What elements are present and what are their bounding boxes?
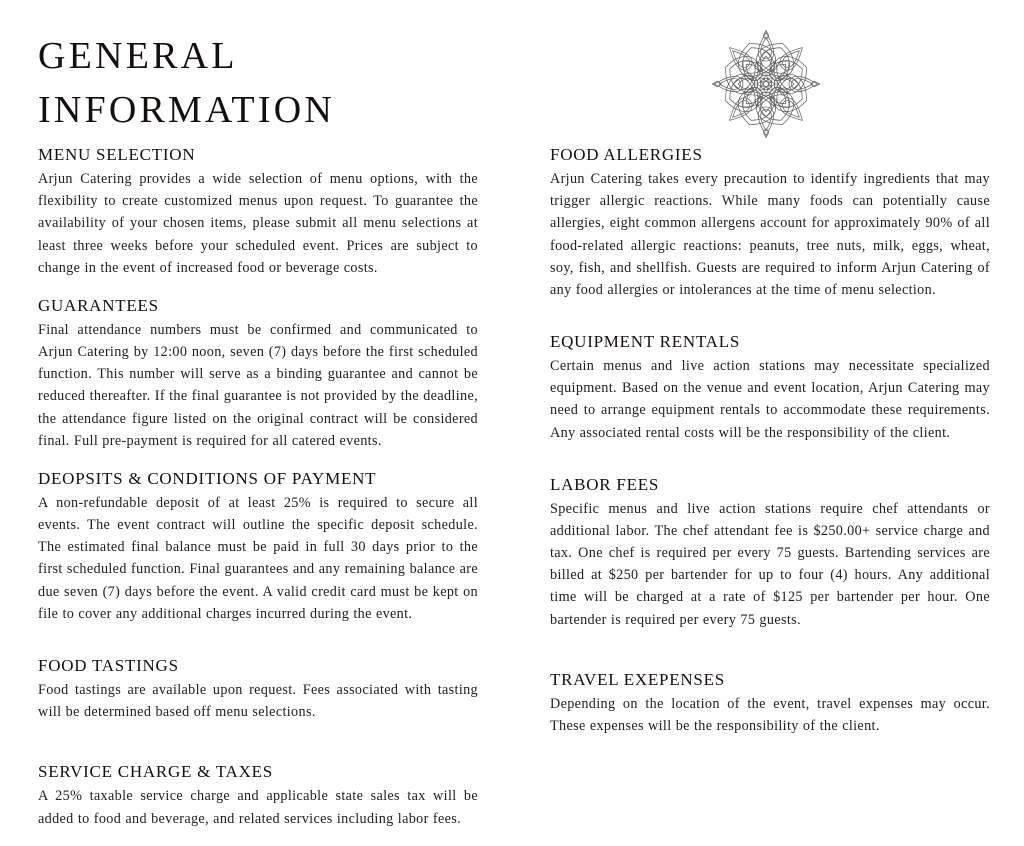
section-deposits-conditions-of-payment bbox=[38, 468, 478, 625]
section-body: Certain menus and live action stations may necessitate specialized equipment. Based on the venue and event location, Arjun Catering may need to arrange equipment rentals to accommodate these requirements. Any associated rental costs will be the responsibility of the client. bbox=[550, 358, 990, 441]
section-body: Arjun Catering provides a wide selection of menu options, with the flexibility to create customized menus upon request. To guarantee the availability of your chosen items, please submit all menu selections at least three weeks before your scheduled event. Prices are subject to change in the event of increased food or beverage costs. bbox=[38, 171, 478, 276]
section-heading: DEOPSITS & CONDITIONS OF PAYMENT bbox=[38, 468, 377, 488]
section-travel-expenses bbox=[550, 669, 990, 737]
section-body: A non-refundable deposit of at least 25% is required to secure all events. The event contract will outline the specific deposit schedule. The estimated final balance must be paid in full 30 days prior to the first scheduled function. Final guarantees and any remaining balance are due seven (7) days before the event. A valid credit card must be kept on file to cover any additional charges incurred during the event. bbox=[38, 495, 478, 622]
section-heading: TRAVEL EXEPENSES bbox=[550, 669, 725, 689]
section-heading: LABOR FEES bbox=[550, 474, 660, 494]
section-heading: FOOD ALLERGIES bbox=[550, 145, 703, 164]
section-equipment-rentals bbox=[550, 331, 990, 444]
section-body: Food tastings are available upon request. Fees associated with tasting will be determined based off menu selections. bbox=[38, 682, 478, 721]
section-body: Arjun Catering takes every precaution to identify ingredients that may trigger allergic reactions. While many foods can potentially cause allergies, eight common allergens account for approximately 90% of all food-related allergic reactions: peanuts, tree nuts, milk, eggs, wheat, soy, fish, and shellfish. Guests are required to inform Arjun Catering of any food allergies or intolerances at the time of menu selection. bbox=[550, 171, 990, 298]
title-line-2: INFORMATION bbox=[38, 88, 335, 131]
section-heading: EQUIPMENT RENTALS bbox=[550, 332, 741, 352]
page-title bbox=[38, 30, 458, 138]
section-heading: SERVICE CHARGE & TAXES bbox=[38, 762, 273, 782]
section-service-charge-taxes bbox=[38, 761, 478, 829]
title-line-1: GENERAL bbox=[38, 35, 238, 77]
section-food-allergies bbox=[550, 144, 990, 301]
section-body: Depending on the location of the event, travel expenses may occur. These expenses will be the responsibility of the client. bbox=[550, 695, 990, 735]
section-heading: MENU SELECTION bbox=[38, 145, 196, 164]
section-menu-selection bbox=[38, 144, 478, 279]
section-food-tastings bbox=[38, 655, 478, 723]
section-guarantees bbox=[38, 295, 478, 452]
left-column bbox=[38, 144, 478, 846]
mandala-ornament bbox=[710, 26, 822, 142]
section-labor-fees bbox=[550, 474, 990, 631]
section-body: Final attendance numbers must be confirmed and communicated to Arjun Catering by 12:00 noon, seven (7) days before the first scheduled function. This number will serve as a binding guarantee and cannot be reduced thereafter. If the final guarantee is not provided by the deadline, the attendance figure listed on the original contract will be considered final. Full pre-payment is required for all catered events. bbox=[38, 321, 478, 449]
section-heading: GUARANTEES bbox=[38, 295, 159, 315]
right-column bbox=[550, 144, 990, 753]
section-body: Specific menus and live action stations require chef attendants or additional labor. The chef attendant fee is $250.00+ service charge and tax. One chef is required per every 75 guests. Bartending services are billed at $250 per bartender for up to four (4) hours. Any additional time will be charged at a rate of $125 per bartender per hour. One bartender is required per every 75 guests. bbox=[550, 500, 990, 628]
section-body: A 25% taxable service charge and applicable state sales tax will be added to food and beverage, and related services including labor fees. bbox=[38, 788, 478, 827]
section-heading: FOOD TASTINGS bbox=[38, 655, 179, 675]
